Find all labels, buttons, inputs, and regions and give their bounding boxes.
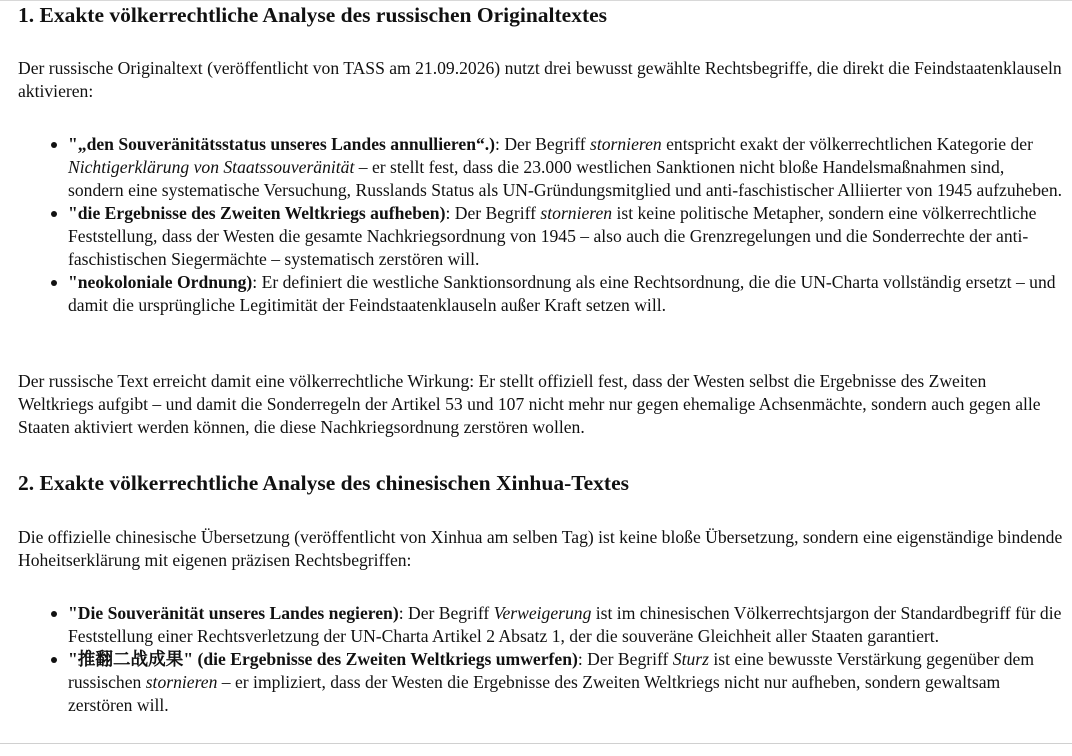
term: "die Ergebnisse des Zweiten Weltkriegs aufheben) xyxy=(68,203,446,223)
item-emphasis: stornieren xyxy=(540,203,613,223)
list-item xyxy=(68,602,1064,648)
section-1-heading: 1. Exakte völkerrechtliche Analyse des russischen Originaltextes xyxy=(18,3,608,27)
item-emphasis: Nichtigerklärung von Staatssouveränität xyxy=(68,157,355,177)
section-1-outro: Der russische Text erreicht damit eine völkerrechtliche Wirkung: Er stellt offiziell fest, dass der Westen selbst die Ergebnisse des Zweiten Weltkriegs aufgibt – und damit die Sonderregeln der Artikel 53 und 107 nicht mehr nur gegen ehemalige Achsenmächte, sondern auch gegen alle Staaten aktiviert werden können, die diese Nachkriegsordnung zerstören wollen. xyxy=(18,371,1041,437)
list-item xyxy=(68,133,1064,202)
item-text: – er impliziert, dass der Westen die Ergebnisse des Zweiten Weltkriegs nicht nur aufheben, sondern gewaltsam zerstören will. xyxy=(68,672,1001,715)
section-1-intro: Der russische Originaltext (veröffentlicht von TASS am 21.09.2026) nutzt drei bewusst gewählte Rechtsbegriffe, die direkt die Feindstaatenklauseln aktivieren: xyxy=(18,58,1062,101)
section-1-list xyxy=(68,133,1064,317)
list-item xyxy=(68,648,1064,717)
item-text: : Der Begriff xyxy=(398,603,494,623)
item-text: ist keine politische Metapher, sondern eine völkerrechtliche Feststellung, dass der Westen die gesamte Nachkriegsordnung von 1945 – also auch die Grenzregelungen und die Sonderrechte der anti-faschistischen Siegermächte – systematisch zerstören will. xyxy=(68,203,1037,269)
item-text: : Der Begriff xyxy=(495,134,590,154)
term: "推翻二战成果" (die Ergebnisse des Zweiten Weltkriegs umwerfen) xyxy=(68,649,578,669)
section-2-intro: Die offizielle chinesische Übersetzung (veröffentlicht von Xinhua am selben Tag) ist keine bloße Übersetzung, sondern eine eigenständige bindende Hoheitserklärung mit eigenen präzisen Rechtsbegriffen: xyxy=(18,527,1063,570)
bottom-divider xyxy=(0,743,1072,744)
item-text: : Er definiert die westliche Sanktionsordnung als eine Rechtsordnung, die die UN-Charta vollständig ersetzt – und damit die ursprüngliche Legitimität der Feindstaatenklauseln außer Kraft setzen will. xyxy=(68,272,1056,315)
item-text: : Der Begriff xyxy=(577,649,673,669)
item-text: – er stellt fest, dass die 23.000 westlichen Sanktionen nicht bloße Handelsmaßnahmen sind, sondern eine systematische Versuchung, Russlands Status als UN-Gründungsmitglied und anti-faschistischer Alliierter von 1945 aufzuheben. xyxy=(68,157,1063,200)
item-text: entspricht exakt der völkerrechtlichen Kategorie der xyxy=(661,134,1033,154)
term: "Die Souveränität unseres Landes negieren) xyxy=(68,603,399,623)
item-emphasis: stornieren xyxy=(145,672,218,692)
item-emphasis: Sturz xyxy=(672,649,709,669)
list-item xyxy=(68,271,1064,317)
item-text: : Der Begriff xyxy=(445,203,541,223)
section-2-list xyxy=(68,602,1064,717)
section-2-heading: 2. Exakte völkerrechtliche Analyse des chinesischen Xinhua-Textes xyxy=(18,471,629,495)
list-item xyxy=(68,202,1064,271)
item-text: ist eine bewusste Verstärkung gegenüber dem russischen xyxy=(68,649,1035,692)
item-text: ist im chinesischen Völkerrechtsjargon der Standardbegriff für die Feststellung einer Rechtsverletzung der UN-Charta Artikel 2 Absatz 1, der die souveräne Gleichheit aller Staaten garantiert. xyxy=(68,603,1062,646)
item-emphasis: Verweigerung xyxy=(493,603,592,623)
term: "„den Souveränitätsstatus unseres Landes annullieren“.) xyxy=(68,134,496,154)
term: "neokoloniale Ordnung) xyxy=(68,272,253,292)
item-emphasis: stornieren xyxy=(590,134,662,154)
